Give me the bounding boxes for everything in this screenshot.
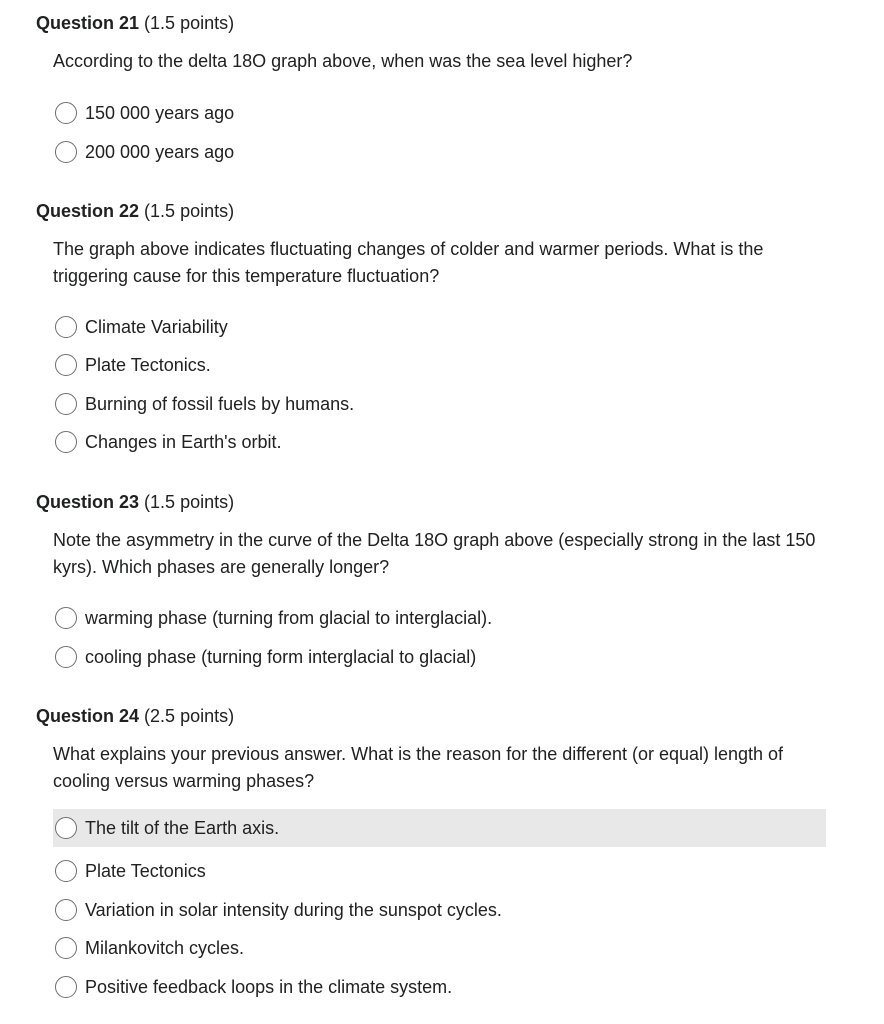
- answer-option[interactable]: [53, 638, 826, 676]
- radio-button[interactable]: [55, 316, 77, 338]
- option-label: cooling phase (turning form interglacial to glacial): [85, 647, 477, 667]
- radio-button[interactable]: [55, 937, 77, 959]
- radio-button[interactable]: [55, 976, 77, 998]
- answer-option[interactable]: [53, 133, 826, 171]
- question-text: What explains your previous answer. What is the reason for the different (or equal) length of cooling versus warming phases?: [53, 744, 784, 791]
- option-label: Variation in solar intensity during the sunspot cycles.: [85, 900, 502, 920]
- option-label: 150 000 years ago: [85, 103, 235, 123]
- question-number: Question 21: [36, 13, 140, 33]
- question-text: According to the delta 18O graph above, when was the sea level higher?: [53, 51, 633, 71]
- question-title: [36, 11, 234, 35]
- question-title: [36, 199, 234, 223]
- answer-option[interactable]: [53, 94, 826, 132]
- answer-option[interactable]: [53, 599, 826, 637]
- question-number: Question 22: [36, 201, 140, 221]
- option-label: Plate Tectonics.: [85, 355, 211, 375]
- question-points: (1.5 points): [144, 13, 235, 33]
- option-label: warming phase (turning from glacial to interglacial).: [85, 608, 493, 628]
- answer-option[interactable]: [53, 423, 826, 461]
- radio-button[interactable]: [55, 817, 77, 839]
- radio-button[interactable]: [55, 431, 77, 453]
- question-points: (1.5 points): [144, 201, 235, 221]
- option-label: Changes in Earth's orbit.: [85, 432, 282, 452]
- question-number: Question 23: [36, 492, 140, 512]
- answer-option[interactable]: [53, 308, 826, 346]
- radio-button[interactable]: [55, 899, 77, 921]
- option-label: The tilt of the Earth axis.: [85, 818, 280, 838]
- option-label: Milankovitch cycles.: [85, 938, 245, 958]
- radio-button[interactable]: [55, 393, 77, 415]
- option-label: 200 000 years ago: [85, 142, 235, 162]
- answer-option[interactable]: [53, 891, 826, 929]
- question-points: (1.5 points): [144, 492, 235, 512]
- answer-option[interactable]: [53, 852, 826, 890]
- answer-option[interactable]: [53, 346, 826, 384]
- answer-option[interactable]: [53, 968, 826, 1006]
- radio-button[interactable]: [55, 102, 77, 124]
- radio-button[interactable]: [55, 141, 77, 163]
- radio-button[interactable]: [55, 646, 77, 668]
- answer-option[interactable]: [53, 929, 826, 967]
- question-points: (2.5 points): [144, 706, 235, 726]
- option-label: Plate Tectonics: [85, 861, 206, 881]
- question-title: [36, 704, 234, 728]
- question-text: The graph above indicates fluctuating changes of colder and warmer periods. What is the triggering cause for this temperature fluctuation?: [53, 239, 764, 286]
- option-label: Positive feedback loops in the climate system.: [85, 977, 453, 997]
- radio-button[interactable]: [55, 860, 77, 882]
- question-text: Note the asymmetry in the curve of the Delta 18O graph above (especially strong in the last 150 kyrs). Which phases are generally longer?: [53, 530, 816, 577]
- question-title: [36, 490, 234, 514]
- radio-button[interactable]: [55, 354, 77, 376]
- answer-option[interactable]: [53, 385, 826, 423]
- option-label: Climate Variability: [85, 317, 228, 337]
- answer-option[interactable]: [53, 809, 826, 847]
- radio-button[interactable]: [55, 607, 77, 629]
- option-label: Burning of fossil fuels by humans.: [85, 394, 355, 414]
- question-number: Question 24: [36, 706, 140, 726]
